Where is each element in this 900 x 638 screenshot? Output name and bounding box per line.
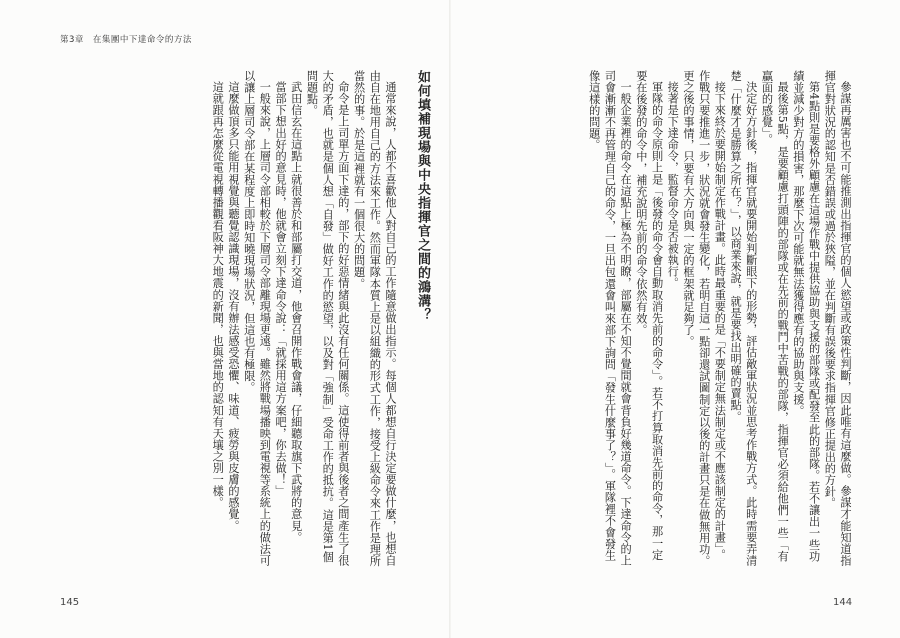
left-paragraph: 這就跟再怎麼從電視轉播觀看阪神大地震的新聞，也與當地的認知有天壤之別一樣。 — [211, 81, 225, 509]
left-page — [52, 70, 442, 570]
right-paragraph: 最後第5點，是要顧慮打頭陣的部隊或在先前的戰鬥中苦戰的部隊，指揮官必須給他們一些「有贏面的感覺」。 — [760, 70, 790, 563]
left-paragraph: 當部下想出好的意見時，他就會立刻下達命令說：「就採用這方案吧，你去做！」 — [274, 81, 288, 497]
running-head: 第3章 在集團中下達命令的方法 — [60, 35, 192, 45]
left-paragraph: 通常來說，人都不喜歡他人對自己的工作隨意做出指示。每個人都想自行決定要做什麼，也想自由自在地用自己的方法來工作。然而軍隊本質上是以組織的形式工作，接受上級命令來工作是理所當然的事。於是這裡就有一個很大的問題。 — [352, 70, 397, 567]
page-number-left: 145 — [60, 597, 80, 608]
section-heading: 如何填補現場與中央指揮官之間的鴻溝？ — [415, 70, 430, 322]
right-paragraph: 參謀再厲害也不可能推測出指揮官的個人慾望或政策性判斷，因此唯有這麼做。參謀才能知道指揮官對狀況的認知是否錯誤或過於狹隘，並在判斷有誤後要求指揮官修正提出的方針。 — [823, 70, 852, 567]
right-page-body — [586, 70, 853, 570]
right-paragraph: 接下來終於要開始制定作戰計畫。此時最重要的是「不要制定無法制定或不應該制定的計畫」。作戰只要推進一步，狀況就會發生變化，若明自這一點卻還試圖制定以後的計畫只是在做無用功。更之後的事情，只要有大方向與一定的框架就足夠了。 — [681, 70, 727, 567]
right-paragraph: 一般企業裡的命令在這點上極為不明瞭，部屬在不知不覺間就會背負好幾道命令。下達命令的上司會漸漸不再管理自己的命令，一旦出包還會叫來部下詢問「發生什麼事了？」。軍隊裡不會發生像這樣的問題。 — [587, 70, 633, 567]
right-paragraph: 軍隊的命令原則上是「後發的命令會自動取消先前的命令」。若不打算取消先前的命令，那一定要在後發的命令中，補充說明先前的命令依然有效。 — [634, 70, 664, 561]
left-paragraph: 命令是上司單方面下達的，部下的好惡情緒與此沒有任何關係。這使得前者與後者之間產生了很大的矛盾，也就是個人想「自發」做好工作的慾望，以及對「強制」受命工作的抵抗。這是第1個問題點。 — [305, 70, 350, 567]
right-page — [478, 70, 853, 570]
left-page-body — [210, 70, 398, 570]
right-paragraph: 第4點則是要格外顧慮在這場作戰中提供協助與支援的部隊或配發至此的部隊。若不讓出一些功績並減少對方的損害，那麼下次可能就無法獲得應有的協助與支援。 — [791, 70, 821, 563]
left-paragraph: 這麼做頂多只能用視覺與聽覺認識現場，沒有辦法感受恐懼、味道、疲勞與皮膚的感覺。 — [226, 81, 240, 532]
book-gutter — [449, 0, 451, 638]
page-number-right: 144 — [833, 597, 853, 608]
right-paragraph: 決定好方針後，指揮官就要開始判斷眼下的形勢，評估敵軍狀況並思考作戰方式。此時需要弄清楚「什麼才是勝算之所在？」，以商業來說，就是要找出明確的賣點。 — [729, 70, 758, 567]
left-paragraph: 武田信玄在這點上就很善於和部屬打交道，他會召開作戰會議，仔細聽取旗下武將的意見。 — [289, 81, 303, 544]
left-paragraph: 一般來說，上層司令部相較於下層司令部離現場更遠。雖然將戰場播映到電視等系統上的做法可以讓上層司令部在某程度上即時知曉現場狀況，但這也有極限。 — [242, 70, 272, 567]
right-paragraph: 接著是下達命令，監督命令是否被執行。 — [666, 81, 680, 290]
